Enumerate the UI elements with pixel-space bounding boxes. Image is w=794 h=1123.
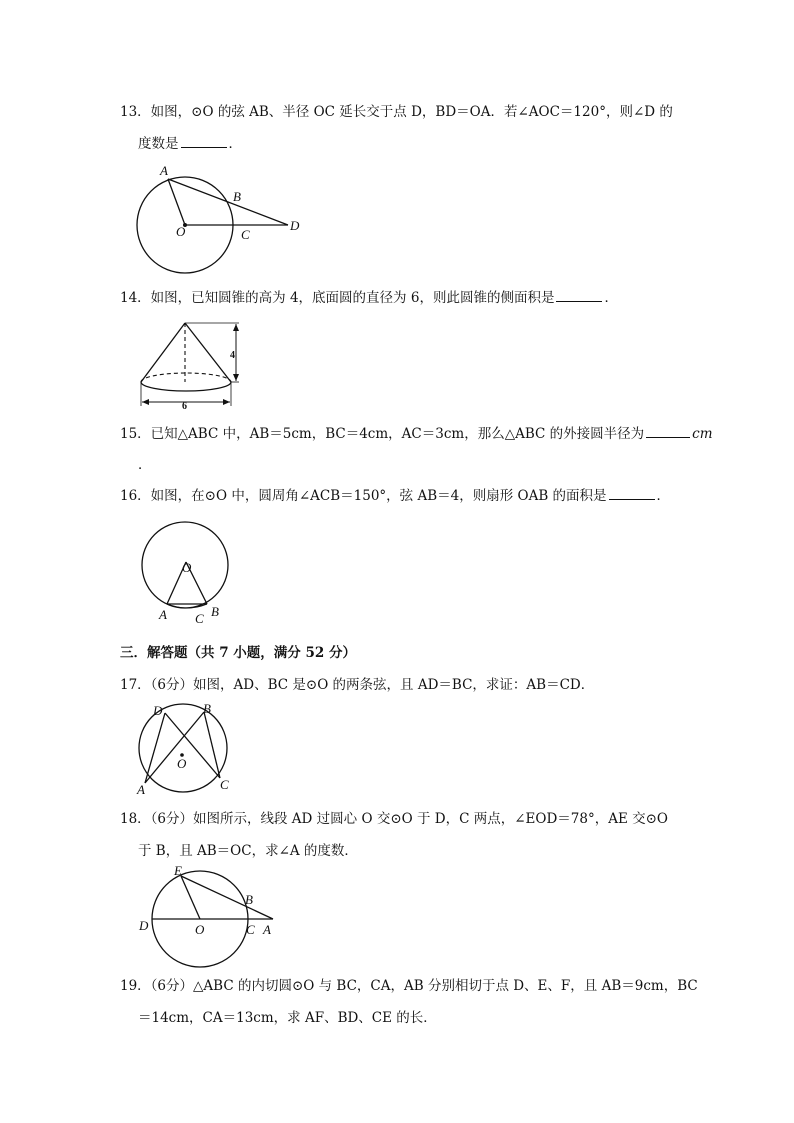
q13-radius-OA xyxy=(168,179,185,225)
q17-label-B: B xyxy=(203,701,211,716)
q15-prefix: 15．已知△ABC 中，AB＝5cm，BC＝4cm，AC＝3cm，那么△ABC 的外接圆半径为 xyxy=(120,426,645,442)
q18-label-E: E xyxy=(174,863,182,878)
q19-text-line2: ＝14cm，CA＝13cm，求 AF、BD、CE 的长． xyxy=(138,1010,437,1026)
q14-label-height: 4 xyxy=(230,350,235,361)
q19-text-line1: 19．（6分）△ABC 的内切圆⊙O 与 BC，CA，AB 分别相切于点 D、E、F，且 AB＝9cm，BC xyxy=(120,978,698,994)
q14-answer-blank xyxy=(556,289,602,302)
q14-diam-arrow-right xyxy=(223,399,230,405)
q18-label-B: B xyxy=(245,892,253,907)
q18-label-D: D xyxy=(139,918,149,933)
q18-figure xyxy=(135,862,285,942)
q14-prefix: 14．如图，已知圆锥的高为 4，底面圆的直径为 6，则此圆锥的侧面积是 xyxy=(120,290,555,306)
q17-chord-AB xyxy=(145,712,204,783)
q15-unit: cm xyxy=(692,426,713,442)
q17-label-A: A xyxy=(137,782,145,797)
q14-base-back xyxy=(141,373,231,382)
q13-text-line1: 13．如图，⊙O 的弦 AB、半径 OC 延长交于点 D，BD＝OA．若∠AOC＝120°，则∠D 的 xyxy=(120,104,673,120)
q16-answer-blank xyxy=(609,487,655,500)
q16-label-A: A xyxy=(159,607,167,622)
q16-text xyxy=(120,487,670,505)
q16-label-C: C xyxy=(195,611,204,626)
q15-answer-blank xyxy=(646,425,690,438)
q14-height-arrow-bottom xyxy=(233,374,239,381)
q17-chord-AD xyxy=(145,713,165,783)
q16-label-B: B xyxy=(211,604,219,619)
q13-figure xyxy=(120,160,320,280)
q15-text xyxy=(120,425,713,443)
q17-label-C: C xyxy=(220,777,229,792)
q14-text xyxy=(120,289,618,307)
q13-text-line2 xyxy=(138,135,242,153)
q17-figure xyxy=(133,700,243,800)
q18-line-EA xyxy=(181,876,273,919)
q17-label-O: O xyxy=(177,756,187,771)
q14-diam-arrow-left xyxy=(142,399,149,405)
q14-suffix: ． xyxy=(604,290,618,306)
q17-text: 17．（6分）如图，AD、BC 是⊙O 的两条弦，且 AD＝BC，求证：AB＝CD． xyxy=(120,677,595,693)
q13-label-A: A xyxy=(160,163,168,178)
q18-label-A: A xyxy=(263,922,271,937)
q17-label-D: D xyxy=(153,703,163,718)
q14-label-diameter: 6 xyxy=(182,401,187,412)
q18-label-C: C xyxy=(246,922,255,937)
q14-height-arrow-top xyxy=(233,324,239,331)
q14-slant-right xyxy=(185,323,231,382)
q18-radius-OE xyxy=(181,876,200,919)
q16-prefix: 16．如图，在⊙O 中，圆周角∠ACB＝150°，弦 AB＝4，则扇形 OAB 的面积是 xyxy=(120,488,607,504)
q13-line-AD xyxy=(168,179,288,225)
q18-label-O: O xyxy=(195,922,205,937)
q13-label-C: C xyxy=(241,227,250,242)
q13-prefix: 度数是 xyxy=(138,136,179,152)
q13-label-B: B xyxy=(233,189,241,204)
q15-line2: ． xyxy=(138,457,152,473)
q14-base-front xyxy=(141,382,231,391)
q16-suffix: ． xyxy=(656,488,671,504)
q14-figure xyxy=(135,318,250,410)
q16-figure xyxy=(138,520,238,630)
q18-text-line2: 于 B，且 AB＝OC，求∠A 的度数． xyxy=(138,843,358,859)
q18-text-line1: 18．（6分）如图所示，线段 AD 过圆心 O 交⊙O 于 D，C 两点，∠EOD＝78°，AE 交⊙O xyxy=(120,811,668,827)
q14-slant-left xyxy=(141,323,185,382)
q13-answer-blank xyxy=(181,135,227,148)
section-title: 三．解答题（共 7 小题，满分 52 分） xyxy=(120,645,356,661)
q13-label-O: O xyxy=(176,224,186,239)
q16-label-O: O xyxy=(182,560,192,575)
q13-label-D: D xyxy=(290,218,300,233)
q13-suffix: ． xyxy=(228,136,242,152)
